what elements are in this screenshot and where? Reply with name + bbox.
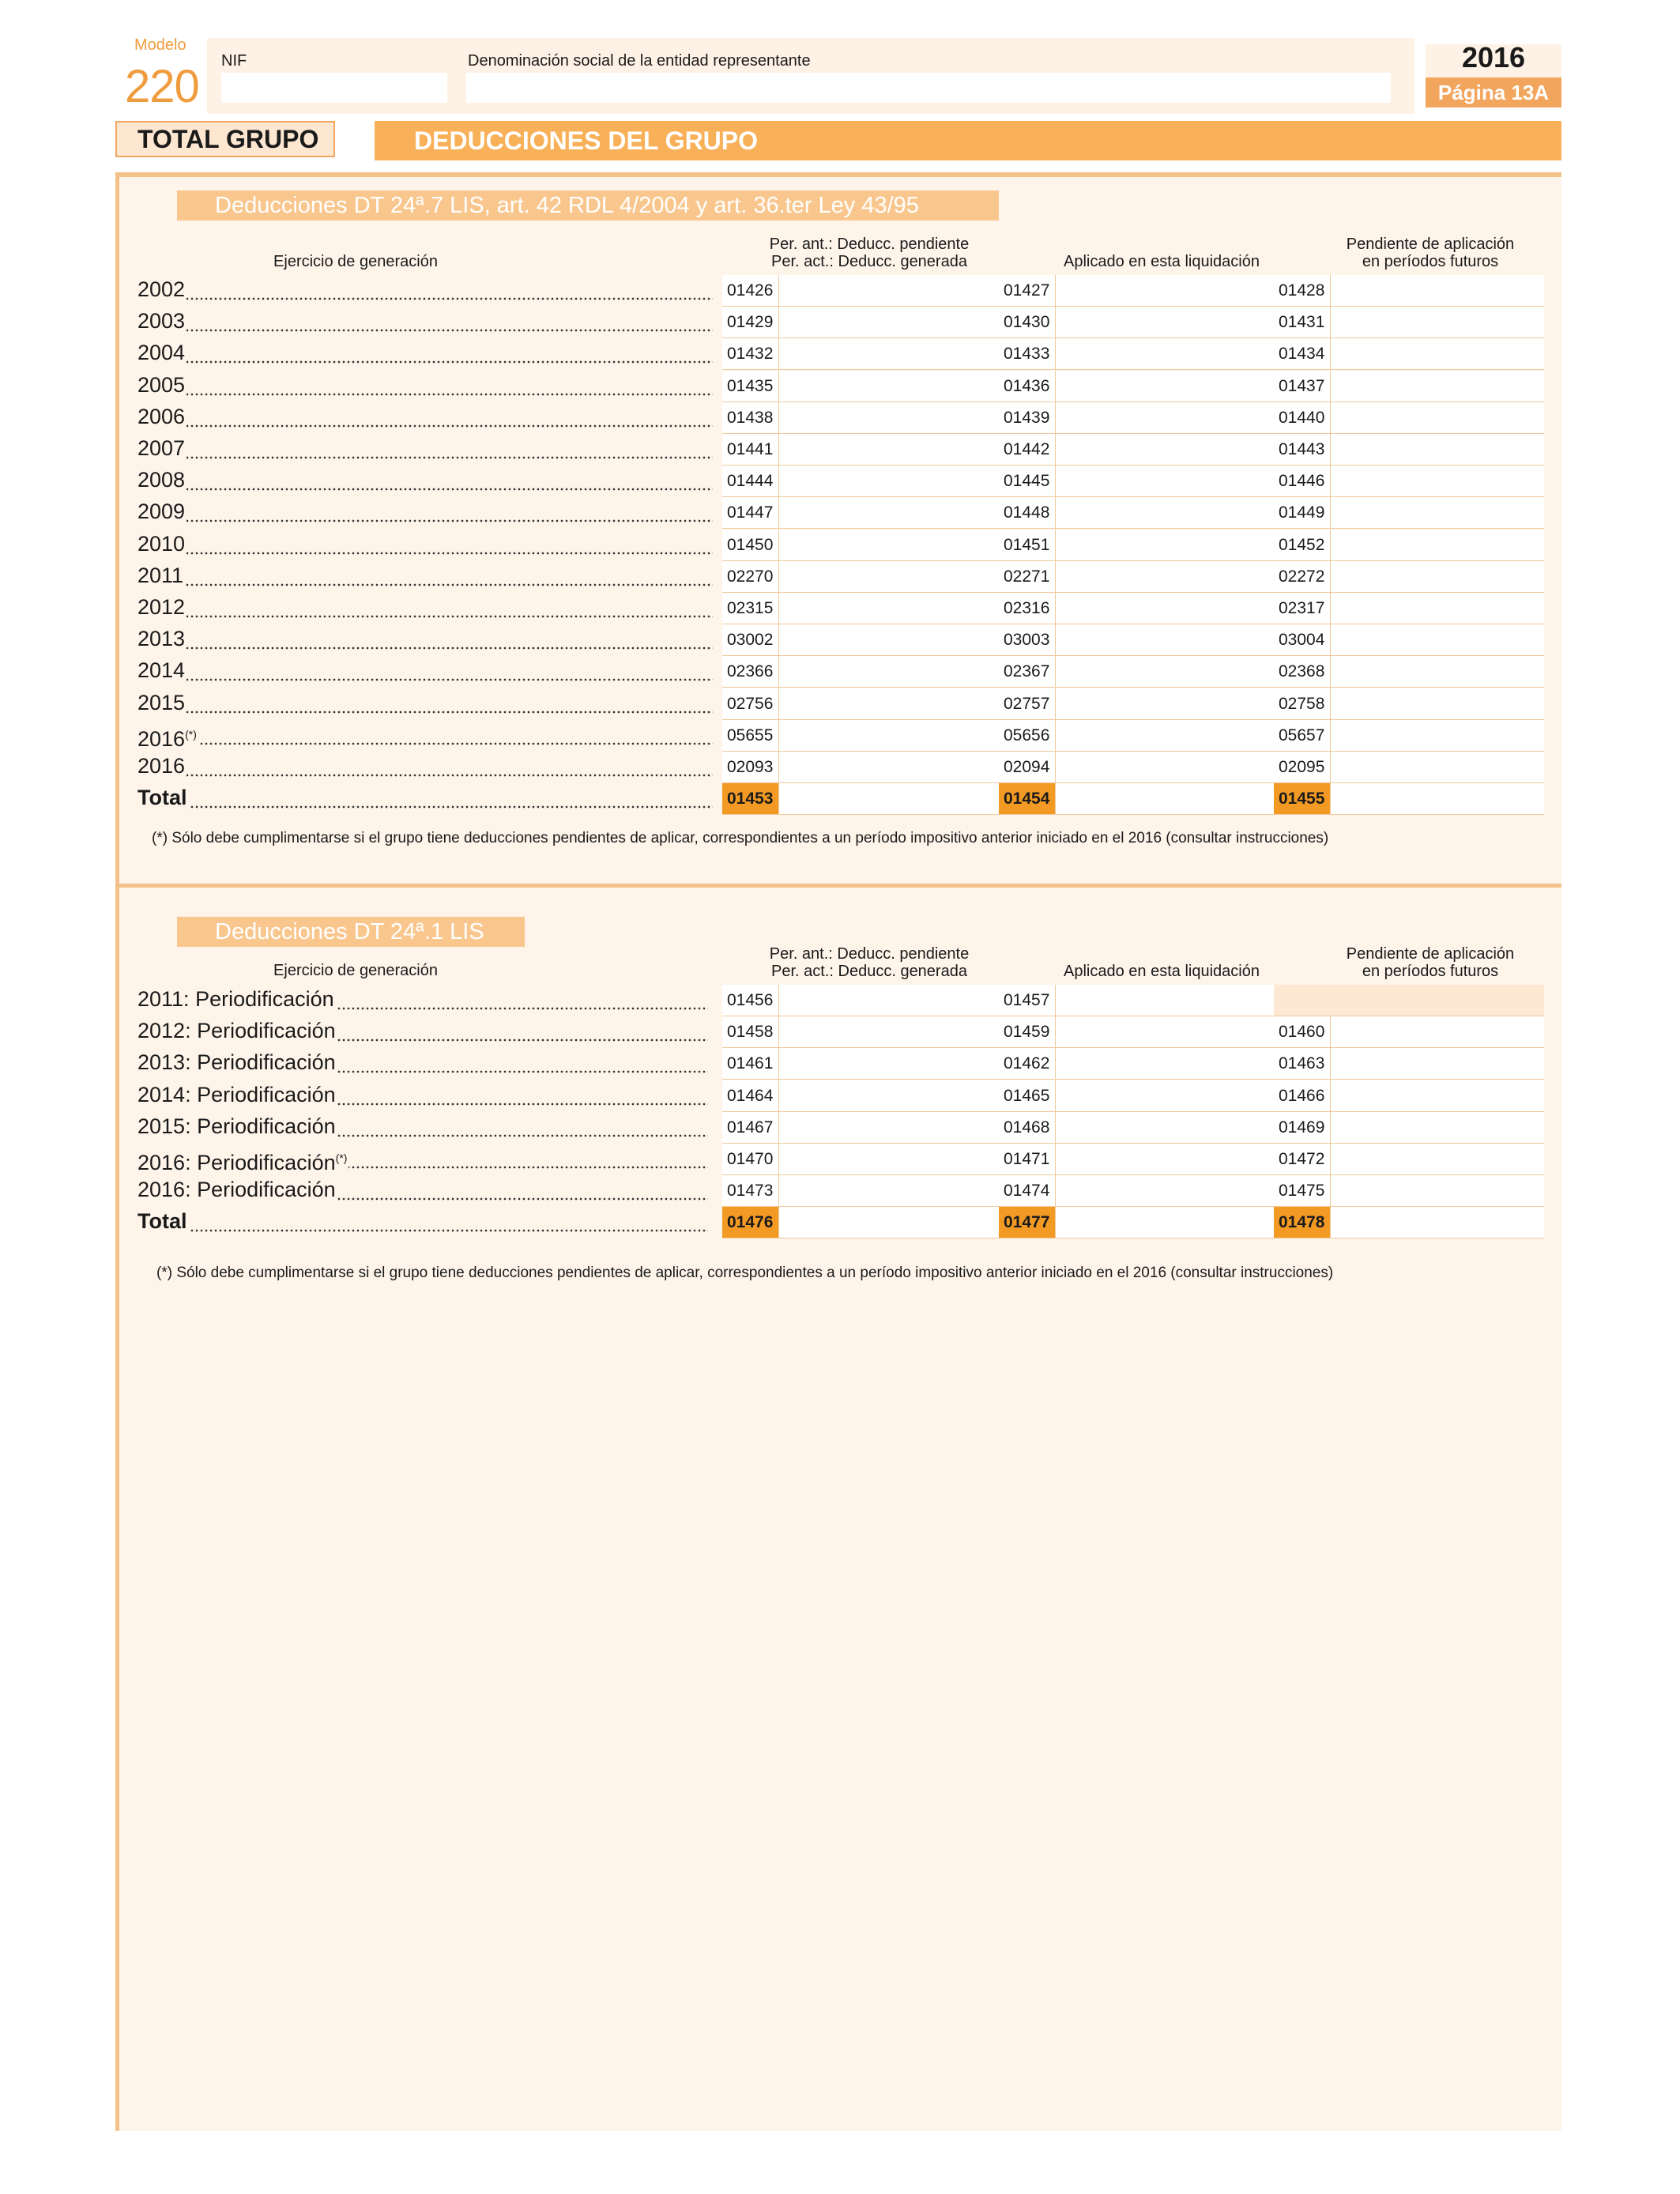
- amount-cell[interactable]: [999, 688, 1274, 720]
- box-code: 03002: [722, 624, 779, 655]
- amount-cell[interactable]: [1274, 497, 1544, 529]
- box-code: 01432: [722, 338, 779, 369]
- box-code: 02270: [722, 561, 779, 592]
- amount-cell[interactable]: [999, 1080, 1274, 1112]
- amount-cell[interactable]: [722, 624, 999, 656]
- box-code: 05657: [1274, 720, 1331, 751]
- box-code: 01457: [999, 985, 1056, 1016]
- box-code: 01428: [1274, 275, 1331, 306]
- box-code: 05655: [722, 720, 779, 751]
- box-code: 01476: [722, 1207, 779, 1238]
- box-code: 01461: [722, 1048, 779, 1079]
- year: 2016: [1461, 41, 1526, 74]
- box-code: 01464: [722, 1080, 779, 1111]
- amount-cell[interactable]: [999, 275, 1274, 307]
- box-code: 02272: [1274, 561, 1331, 592]
- box-code: 01462: [999, 1048, 1056, 1079]
- row-label: [137, 658, 713, 683]
- modelo-label: Modelo: [134, 36, 186, 54]
- amount-cell[interactable]: [722, 752, 999, 783]
- row-label: [137, 372, 713, 398]
- section2-col2: Aplicado en esta liquidación: [1064, 963, 1260, 980]
- amount-cell[interactable]: [999, 656, 1274, 688]
- amount-cell[interactable]: [999, 561, 1274, 593]
- box-code: 01446: [1274, 466, 1331, 496]
- amount-cell[interactable]: [722, 466, 999, 497]
- row-label: [137, 435, 713, 461]
- box-code: 01466: [1274, 1080, 1331, 1111]
- box-code: 02094: [999, 752, 1056, 782]
- amount-cell[interactable]: [999, 1144, 1274, 1175]
- amount-cell[interactable]: [1274, 1144, 1544, 1175]
- box-code: 01469: [1274, 1112, 1331, 1143]
- box-code: 01431: [1274, 307, 1331, 337]
- amount-cell[interactable]: [722, 497, 999, 529]
- section2-col1-line1: Per. ant.: Deducc. pendiente: [769, 945, 970, 963]
- box-code: 02093: [722, 752, 779, 782]
- box-code: 02315: [722, 593, 779, 624]
- amount-cell[interactable]: [999, 752, 1274, 783]
- section1-col3-line1: Pendiente de aplicación: [1346, 236, 1515, 253]
- total-grupo-title: TOTAL GRUPO: [115, 121, 335, 157]
- row-label: [137, 1114, 708, 1139]
- section2-col3-line1: Pendiente de aplicación: [1346, 945, 1515, 963]
- row-label: [137, 340, 713, 365]
- amount-cell[interactable]: [999, 497, 1274, 529]
- section1-title: Deducciones DT 24ª.7 LIS, art. 42 RDL 4/2004 y art. 36.ter Ley 43/95: [177, 190, 999, 221]
- denominacion-input[interactable]: [466, 73, 1391, 103]
- row-label: [137, 1018, 708, 1043]
- amount-cell[interactable]: [999, 624, 1274, 656]
- total-amount-cell[interactable]: [1274, 1207, 1544, 1238]
- amount-cell[interactable]: [999, 720, 1274, 752]
- box-code: 01472: [1274, 1144, 1331, 1174]
- box-code: 05656: [999, 720, 1056, 751]
- amount-cell[interactable]: [999, 1016, 1274, 1048]
- amount-cell[interactable]: [999, 530, 1274, 561]
- amount-cell[interactable]: [999, 307, 1274, 338]
- box-code: 02757: [999, 688, 1056, 719]
- box-code: 02095: [1274, 752, 1331, 782]
- row-label: [137, 277, 713, 302]
- box-code: 01437: [1274, 371, 1331, 401]
- box-code: 01468: [999, 1112, 1056, 1143]
- box-code: 02366: [722, 656, 779, 687]
- row-label-text: 2004: [137, 341, 186, 365]
- box-code: 01451: [999, 530, 1056, 560]
- panel-top-rule: [115, 172, 1561, 177]
- box-code: 01475: [1274, 1175, 1331, 1206]
- row-label-text: 2013: Periodificación: [137, 1050, 336, 1075]
- row-label: [137, 722, 713, 751]
- row-label: [137, 404, 713, 429]
- amount-cell[interactable]: [999, 1112, 1274, 1144]
- amount-cell[interactable]: [722, 1080, 999, 1112]
- box-code: 01467: [722, 1112, 779, 1143]
- amount-cell[interactable]: [999, 1048, 1274, 1080]
- row-label: [137, 1082, 708, 1107]
- box-code: 01454: [999, 783, 1056, 814]
- total-amount-cell[interactable]: [722, 1207, 999, 1238]
- row-label-text: 2016: Periodificación(*): [137, 1151, 348, 1174]
- footnote-marker: (*): [185, 727, 197, 741]
- amount-cell[interactable]: [1274, 656, 1544, 688]
- box-code: 01456: [722, 985, 779, 1016]
- deducciones-grupo-title: DEDUCCIONES DEL GRUPO: [375, 121, 1561, 160]
- total-amount-cell[interactable]: [999, 1207, 1274, 1238]
- amount-cell[interactable]: [1274, 1175, 1544, 1207]
- section2-col1-line2: Per. act.: Deducc. generada: [771, 963, 967, 980]
- row-label-text: 2002: [137, 277, 186, 301]
- disabled-amount-cell: [1274, 985, 1544, 1016]
- row-label-text: 2015: [137, 690, 186, 714]
- amount-cell[interactable]: [999, 371, 1274, 402]
- box-code: 01436: [999, 371, 1056, 401]
- amount-cell[interactable]: [722, 688, 999, 720]
- row-label: [137, 308, 713, 334]
- row-label-text: 2013: [137, 627, 186, 651]
- amount-cell[interactable]: [1274, 338, 1544, 370]
- section1-col2: Aplicado en esta liquidación: [1064, 253, 1260, 270]
- box-code: 01438: [722, 402, 779, 433]
- row-label: [137, 467, 713, 492]
- row-label-text: 2005: [137, 372, 186, 397]
- row-label-text: Total: [137, 786, 187, 810]
- row-label: [137, 1145, 708, 1174]
- nif-label: NIF: [221, 52, 247, 70]
- box-code: 01439: [999, 402, 1056, 433]
- box-code: 01455: [1274, 783, 1331, 814]
- amount-cell[interactable]: [722, 402, 999, 434]
- box-code: 01447: [722, 497, 779, 528]
- amount-cell[interactable]: [1274, 624, 1544, 656]
- amount-cell[interactable]: [1274, 307, 1544, 338]
- row-label-text: 2008: [137, 468, 186, 492]
- section2-note: (*) Sólo debe cumplimentarse si el grupo tiene deducciones pendientes de aplicar, correspondientes a un período impositivo anterior iniciado en el 2016 (consultar instrucciones): [156, 1265, 1334, 1281]
- amount-cell[interactable]: [722, 1016, 999, 1048]
- amount-cell[interactable]: [722, 1175, 999, 1207]
- row-label-text: 2015: Periodificación: [137, 1114, 336, 1138]
- page-badge: Página 13A: [1426, 77, 1561, 107]
- box-code: 01477: [999, 1207, 1056, 1238]
- modelo-number: 220: [125, 61, 199, 112]
- section-separator: [115, 884, 1561, 888]
- box-code: 02756: [722, 688, 779, 719]
- box-code: 02271: [999, 561, 1056, 592]
- amount-cell[interactable]: [999, 985, 1274, 1016]
- row-label-text: 2003: [137, 309, 186, 334]
- box-code: 01474: [999, 1175, 1056, 1206]
- row-label: [137, 626, 713, 651]
- row-label: [137, 499, 713, 524]
- row-label-text: 2006: [137, 404, 186, 428]
- amount-cell[interactable]: [1274, 530, 1544, 561]
- amount-cell[interactable]: [1274, 593, 1544, 624]
- amount-cell[interactable]: [999, 1175, 1274, 1207]
- box-code: 02758: [1274, 688, 1331, 719]
- row-label: [137, 986, 708, 1012]
- row-label: [137, 594, 713, 620]
- row-label-text: 2014: Periodificación: [137, 1082, 336, 1106]
- row-label-text: 2016(*): [137, 726, 197, 751]
- row-label-text: 2012: [137, 595, 186, 619]
- amount-cell[interactable]: [1274, 1016, 1544, 1048]
- box-code: 01459: [999, 1016, 1056, 1047]
- box-code: 01440: [1274, 402, 1331, 433]
- box-code: 01458: [722, 1016, 779, 1047]
- row-label: [137, 531, 713, 556]
- amount-cell[interactable]: [722, 275, 999, 307]
- row-label: [137, 563, 713, 588]
- total-amount-cell[interactable]: [722, 783, 999, 815]
- section2-title: Deducciones DT 24ª.1 LIS: [177, 917, 525, 947]
- box-code: 01427: [999, 275, 1056, 306]
- amount-cell[interactable]: [722, 1112, 999, 1144]
- total-row-label: [137, 785, 713, 810]
- box-code: 01430: [999, 307, 1056, 337]
- amount-cell[interactable]: [1274, 402, 1544, 434]
- amount-cell[interactable]: [1274, 1048, 1544, 1080]
- amount-cell[interactable]: [1274, 688, 1544, 720]
- section1-col-ejercicio: Ejercicio de generación: [273, 253, 438, 270]
- amount-cell[interactable]: [1274, 275, 1544, 307]
- box-code: 01478: [1274, 1207, 1331, 1238]
- row-label-text: 2016: Periodificación: [137, 1178, 336, 1202]
- amount-cell[interactable]: [1274, 1112, 1544, 1144]
- box-code: 01435: [722, 371, 779, 401]
- box-code: 03003: [999, 624, 1056, 655]
- total-amount-cell[interactable]: [999, 783, 1274, 815]
- section1-note: (*) Sólo debe cumplimentarse si el grupo tiene deducciones pendientes de aplicar, correspondientes a un período impositivo anterior iniciado en el 2016 (consultar instrucciones): [152, 830, 1329, 846]
- box-code: 01452: [1274, 530, 1331, 560]
- row-label: [137, 690, 713, 715]
- box-code: 01471: [999, 1144, 1056, 1174]
- box-code: 01465: [999, 1080, 1056, 1111]
- amount-cell[interactable]: [722, 338, 999, 370]
- box-code: 01442: [999, 434, 1056, 465]
- box-code: 01441: [722, 434, 779, 465]
- amount-cell[interactable]: [1274, 752, 1544, 783]
- box-code: 01434: [1274, 338, 1331, 369]
- denominacion-label: Denominación social de la entidad representante: [468, 52, 811, 70]
- amount-cell[interactable]: [1274, 466, 1544, 497]
- amount-cell[interactable]: [722, 434, 999, 466]
- box-code: 01444: [722, 466, 779, 496]
- box-code: 01445: [999, 466, 1056, 496]
- amount-cell[interactable]: [1274, 434, 1544, 466]
- row-label-text: 2014: [137, 658, 186, 683]
- row-label: [137, 753, 713, 778]
- box-code: 01426: [722, 275, 779, 306]
- row-label: [137, 1050, 708, 1075]
- row-label-text: 2009: [137, 499, 186, 524]
- amount-cell[interactable]: [999, 434, 1274, 466]
- amount-cell[interactable]: [722, 561, 999, 593]
- section2-col3-line2: en períodos futuros: [1362, 963, 1499, 980]
- amount-cell[interactable]: [1274, 1080, 1544, 1112]
- amount-cell[interactable]: [1274, 561, 1544, 593]
- box-code: 01450: [722, 530, 779, 560]
- panel-left-rule: [115, 172, 119, 2131]
- amount-cell[interactable]: [722, 593, 999, 624]
- box-code: 01463: [1274, 1048, 1331, 1079]
- amount-cell[interactable]: [722, 371, 999, 402]
- amount-cell[interactable]: [722, 530, 999, 561]
- amount-cell[interactable]: [1274, 371, 1544, 402]
- box-code: 01448: [999, 497, 1056, 528]
- row-label-text: 2016: [137, 754, 186, 778]
- section2-col-ejercicio: Ejercicio de generación: [273, 962, 438, 979]
- amount-cell[interactable]: [1274, 720, 1544, 752]
- amount-cell[interactable]: [722, 1144, 999, 1175]
- amount-cell[interactable]: [999, 338, 1274, 370]
- box-code: 01473: [722, 1175, 779, 1206]
- box-code: 03004: [1274, 624, 1331, 655]
- footnote-marker: (*): [335, 1152, 348, 1164]
- box-code: 01470: [722, 1144, 779, 1174]
- amount-cell[interactable]: [999, 593, 1274, 624]
- row-label-text: 2011: Periodificación: [137, 987, 334, 1011]
- box-code: 02316: [999, 593, 1056, 624]
- amount-cell[interactable]: [999, 402, 1274, 434]
- amount-cell[interactable]: [722, 985, 999, 1016]
- amount-cell[interactable]: [722, 307, 999, 338]
- amount-cell[interactable]: [722, 720, 999, 752]
- row-label-text: Total: [137, 1209, 187, 1234]
- box-code: 02317: [1274, 593, 1331, 624]
- box-code: 01449: [1274, 497, 1331, 528]
- box-code: 01433: [999, 338, 1056, 369]
- nif-input[interactable]: [221, 73, 447, 103]
- section1-col1-line2: Per. act.: Deducc. generada: [771, 253, 967, 270]
- total-amount-cell[interactable]: [1274, 783, 1544, 815]
- total-row-label: [137, 1208, 708, 1234]
- box-code: 01453: [722, 783, 779, 814]
- box-code: 02368: [1274, 656, 1331, 687]
- box-code: 01443: [1274, 434, 1331, 465]
- section1-col3-line2: en períodos futuros: [1362, 253, 1499, 270]
- amount-cell[interactable]: [722, 656, 999, 688]
- section1-col1-line1: Per. ant.: Deducc. pendiente: [769, 236, 970, 253]
- box-code: 01460: [1274, 1016, 1331, 1047]
- row-label-text: 2011: [137, 563, 184, 587]
- row-label-text: 2012: Periodificación: [137, 1019, 336, 1043]
- box-code: 02367: [999, 656, 1056, 687]
- row-label-text: 2007: [137, 436, 186, 460]
- amount-cell[interactable]: [722, 1048, 999, 1080]
- amount-cell[interactable]: [999, 466, 1274, 497]
- row-label-text: 2010: [137, 531, 186, 556]
- row-label: [137, 1177, 708, 1202]
- box-code: 01429: [722, 307, 779, 337]
